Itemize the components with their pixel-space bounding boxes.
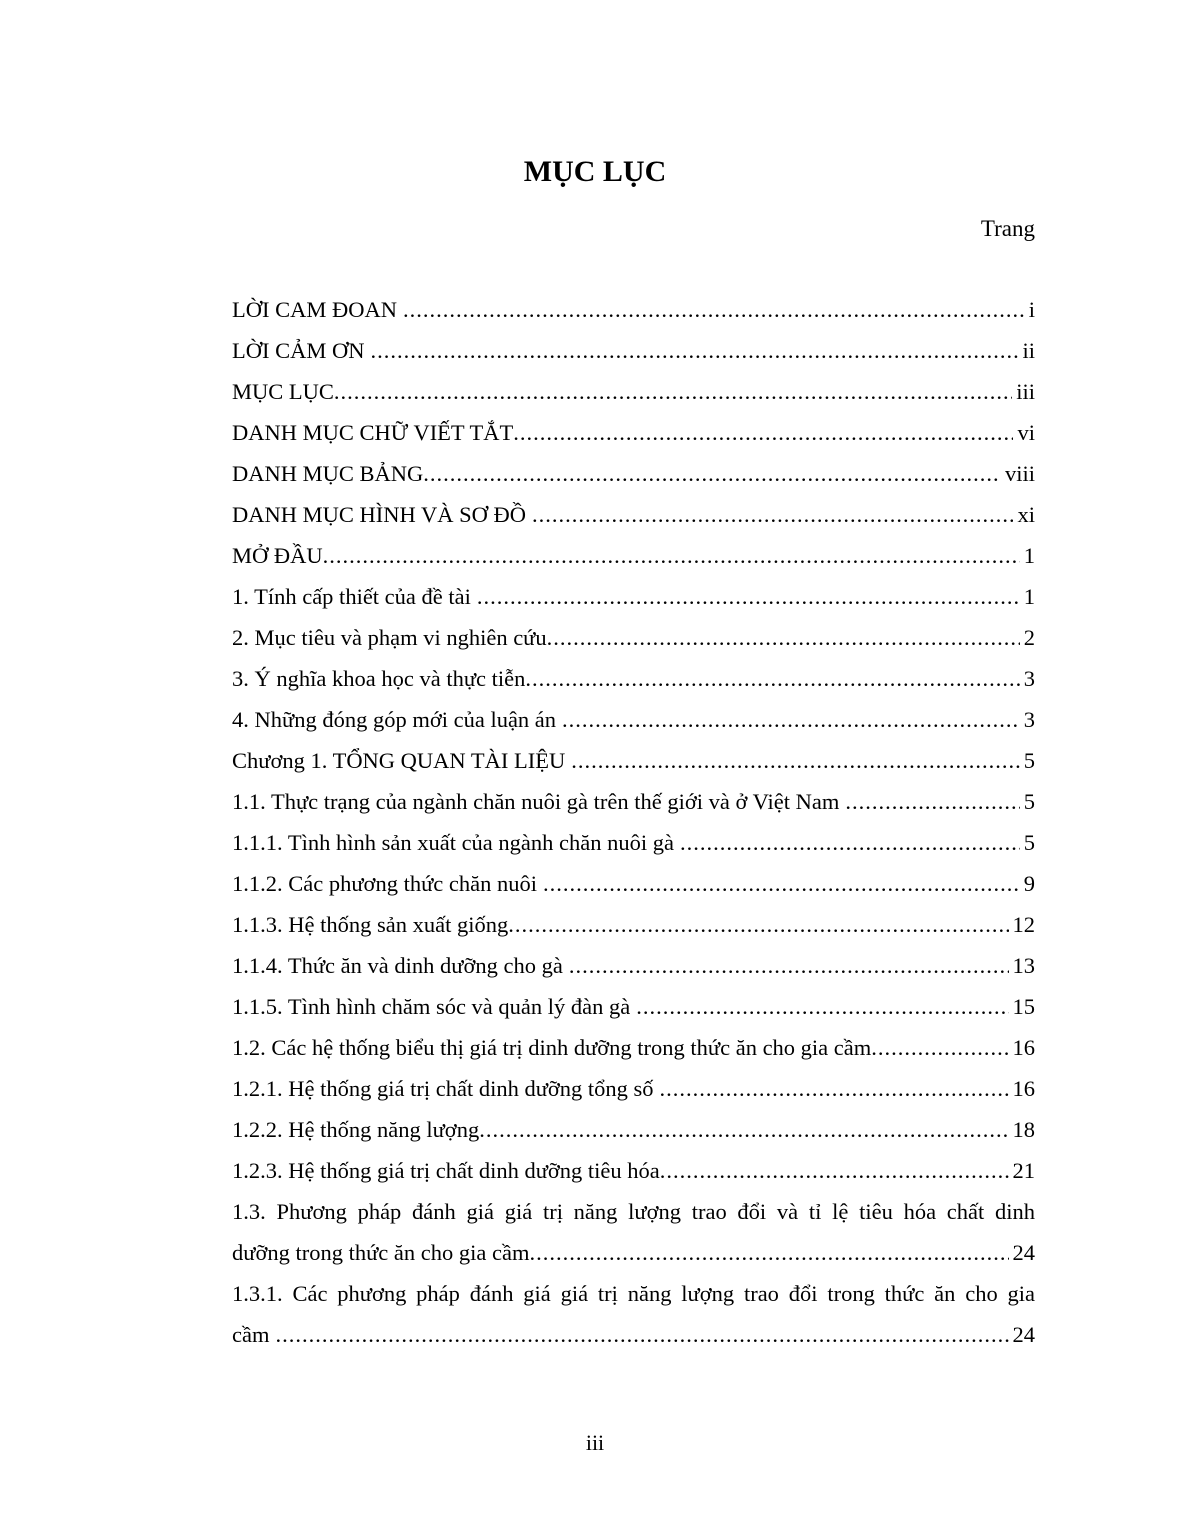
toc-entry[interactable] [232, 289, 1035, 330]
dot-leader [513, 412, 1013, 453]
toc-entry-page: 21 [1012, 1158, 1035, 1183]
dot-leader [403, 289, 1025, 330]
toc-entry-title: 1.2. Các hệ thống biểu thị giá trị dinh dưỡng trong thức ăn cho gia cầm [232, 1035, 872, 1060]
toc-entry[interactable] [232, 822, 1035, 863]
toc-entry-title: 1.3. Phương pháp đánh giá giá trị năng lượng trao đổi và tỉ lệ tiêu hóa chất dinh [232, 1199, 1035, 1224]
toc-entry-title: 4. Những đóng góp mới của luận án [232, 707, 557, 732]
toc-entry[interactable] [232, 412, 1035, 453]
dot-leader [562, 699, 1020, 740]
toc-entry-page: 3 [1023, 666, 1035, 691]
toc-entry-page: 16 [1012, 1076, 1035, 1101]
toc-entry[interactable] [232, 494, 1035, 535]
toc-entry-title: DANH MỤC HÌNH VÀ SƠ ĐỒ [232, 502, 526, 527]
toc-entry-page: 13 [1012, 953, 1035, 978]
toc-entry[interactable] [232, 781, 1035, 822]
toc-entry-page: 24 [1012, 1240, 1035, 1265]
dot-leader [543, 863, 1020, 904]
dot-leader [371, 330, 1019, 371]
toc-entry-page: i [1028, 297, 1035, 322]
toc-entry-title: LỜI CAM ĐOAN [232, 297, 397, 322]
toc-entry-title: 1. Tính cấp thiết của đề tài [232, 584, 471, 609]
toc-entry-page: 5 [1023, 830, 1035, 855]
dot-leader [508, 904, 1008, 945]
toc-entry[interactable] [232, 1109, 1035, 1150]
toc-entry[interactable] [232, 617, 1035, 658]
dot-leader [569, 945, 1009, 986]
dot-leader [477, 576, 1020, 617]
toc-entry-page: 18 [1012, 1117, 1035, 1142]
toc-entry[interactable] [232, 1150, 1035, 1191]
toc-entry-page: 15 [1012, 994, 1035, 1019]
toc-entry[interactable] [232, 535, 1035, 576]
toc-entry[interactable] [232, 699, 1035, 740]
page-column-label: Trang [980, 216, 1035, 241]
page-title: MỤC LỤC [523, 155, 667, 188]
page-number: iii [585, 1430, 605, 1455]
toc-entry-title: 1.2.3. Hệ thống giá trị chất dinh dưỡng tiêu hóa [232, 1158, 660, 1183]
toc-entry-page: vi [1017, 420, 1035, 445]
toc-entry-title: DANH MỤC BẢNG [232, 461, 424, 486]
toc-entry-line [232, 1314, 1035, 1355]
toc-entry-title: DANH MỤC CHỮ VIẾT TẮT [232, 420, 514, 445]
toc-entry-title: 1.1. Thực trạng của ngành chăn nuôi gà trên thế giới và ở Việt Nam [232, 789, 840, 814]
toc-entry-page: 5 [1023, 748, 1035, 773]
dot-leader [323, 535, 1020, 576]
toc-entry-title: 1.2.2. Hệ thống năng lượng [232, 1117, 480, 1142]
dot-leader [660, 1150, 1009, 1191]
toc-entry-title: 1.1.4. Thức ăn và dinh dưỡng cho gà [232, 953, 563, 978]
toc-entry[interactable] [232, 576, 1035, 617]
toc-entry-title: 1.1.3. Hệ thống sản xuất giống [232, 912, 509, 937]
toc-entry[interactable] [232, 1273, 1035, 1355]
toc-entry-page: 5 [1023, 789, 1035, 814]
dot-leader [845, 781, 1019, 822]
toc-entry-page: iii [1016, 379, 1035, 404]
dot-leader [660, 1068, 1009, 1109]
toc-entry[interactable] [232, 453, 1035, 494]
toc-entry-title: 1.1.5. Tình hình chăm sóc và quản lý đàn gà [232, 994, 631, 1019]
dot-leader [547, 617, 1020, 658]
toc-entry-title: 1.3.1. Các phương pháp đánh giá giá trị năng lượng trao đổi trong thức ăn cho gia [232, 1281, 1035, 1306]
table-of-contents [232, 289, 1035, 1355]
toc-entry[interactable] [232, 945, 1035, 986]
dot-leader [680, 822, 1020, 863]
toc-entry-page: 1 [1023, 584, 1035, 609]
dot-leader [275, 1314, 1008, 1355]
toc-entry-page: 2 [1023, 625, 1035, 650]
toc-entry[interactable] [232, 863, 1035, 904]
dot-leader [423, 453, 1001, 494]
toc-entry[interactable] [232, 986, 1035, 1027]
toc-entry-title: 1.1.1. Tình hình sản xuất của ngành chăn nuôi gà [232, 830, 674, 855]
toc-entry-title-continued: dưỡng trong thức ăn cho gia cầm [232, 1240, 530, 1265]
toc-entry-page: xi [1017, 502, 1035, 527]
toc-entry-title: 2. Mục tiêu và phạm vi nghiên cứu [232, 625, 547, 650]
toc-entry-title: LỜI CẢM ƠN [232, 338, 365, 363]
toc-entry-title: 3. Ý nghĩa khoa học và thực tiễn [232, 666, 526, 691]
toc-entry-line [232, 1273, 1035, 1314]
toc-entry[interactable] [232, 658, 1035, 699]
toc-entry-page: 3 [1023, 707, 1035, 732]
dot-leader [529, 1232, 1008, 1273]
toc-entry-title: MỞ ĐẦU [232, 543, 323, 568]
toc-entry[interactable] [232, 904, 1035, 945]
dot-leader [571, 740, 1020, 781]
toc-entry[interactable] [232, 1027, 1035, 1068]
toc-entry[interactable] [232, 330, 1035, 371]
toc-entry-title: 1.1.2. Các phương thức chăn nuôi [232, 871, 537, 896]
toc-entry-page: 9 [1023, 871, 1035, 896]
toc-entry-page: viii [1004, 461, 1035, 486]
toc-entry-title: Chương 1. TỔNG QUAN TÀI LIỆU [232, 748, 566, 773]
toc-entry-title: MỤC LỤC [232, 379, 334, 404]
toc-entry[interactable] [232, 1191, 1035, 1273]
toc-entry[interactable] [232, 740, 1035, 781]
dot-leader [479, 1109, 1008, 1150]
toc-entry-line [232, 1232, 1035, 1273]
dot-leader [871, 1027, 1008, 1068]
toc-entry-page: ii [1022, 338, 1035, 363]
toc-entry-line [232, 1191, 1035, 1232]
toc-entry[interactable] [232, 1068, 1035, 1109]
toc-entry-page: 12 [1012, 912, 1035, 937]
toc-entry-page: 1 [1023, 543, 1035, 568]
toc-entry-title: 1.2.1. Hệ thống giá trị chất dinh dưỡng tổng số [232, 1076, 654, 1101]
dot-leader [532, 494, 1014, 535]
dot-leader [334, 371, 1012, 412]
toc-entry-page: 16 [1012, 1035, 1035, 1060]
toc-entry-page: 24 [1012, 1322, 1035, 1347]
dot-leader [636, 986, 1008, 1027]
toc-entry[interactable] [232, 371, 1035, 412]
dot-leader [525, 658, 1019, 699]
toc-entry-title-continued: cầm [232, 1322, 270, 1347]
